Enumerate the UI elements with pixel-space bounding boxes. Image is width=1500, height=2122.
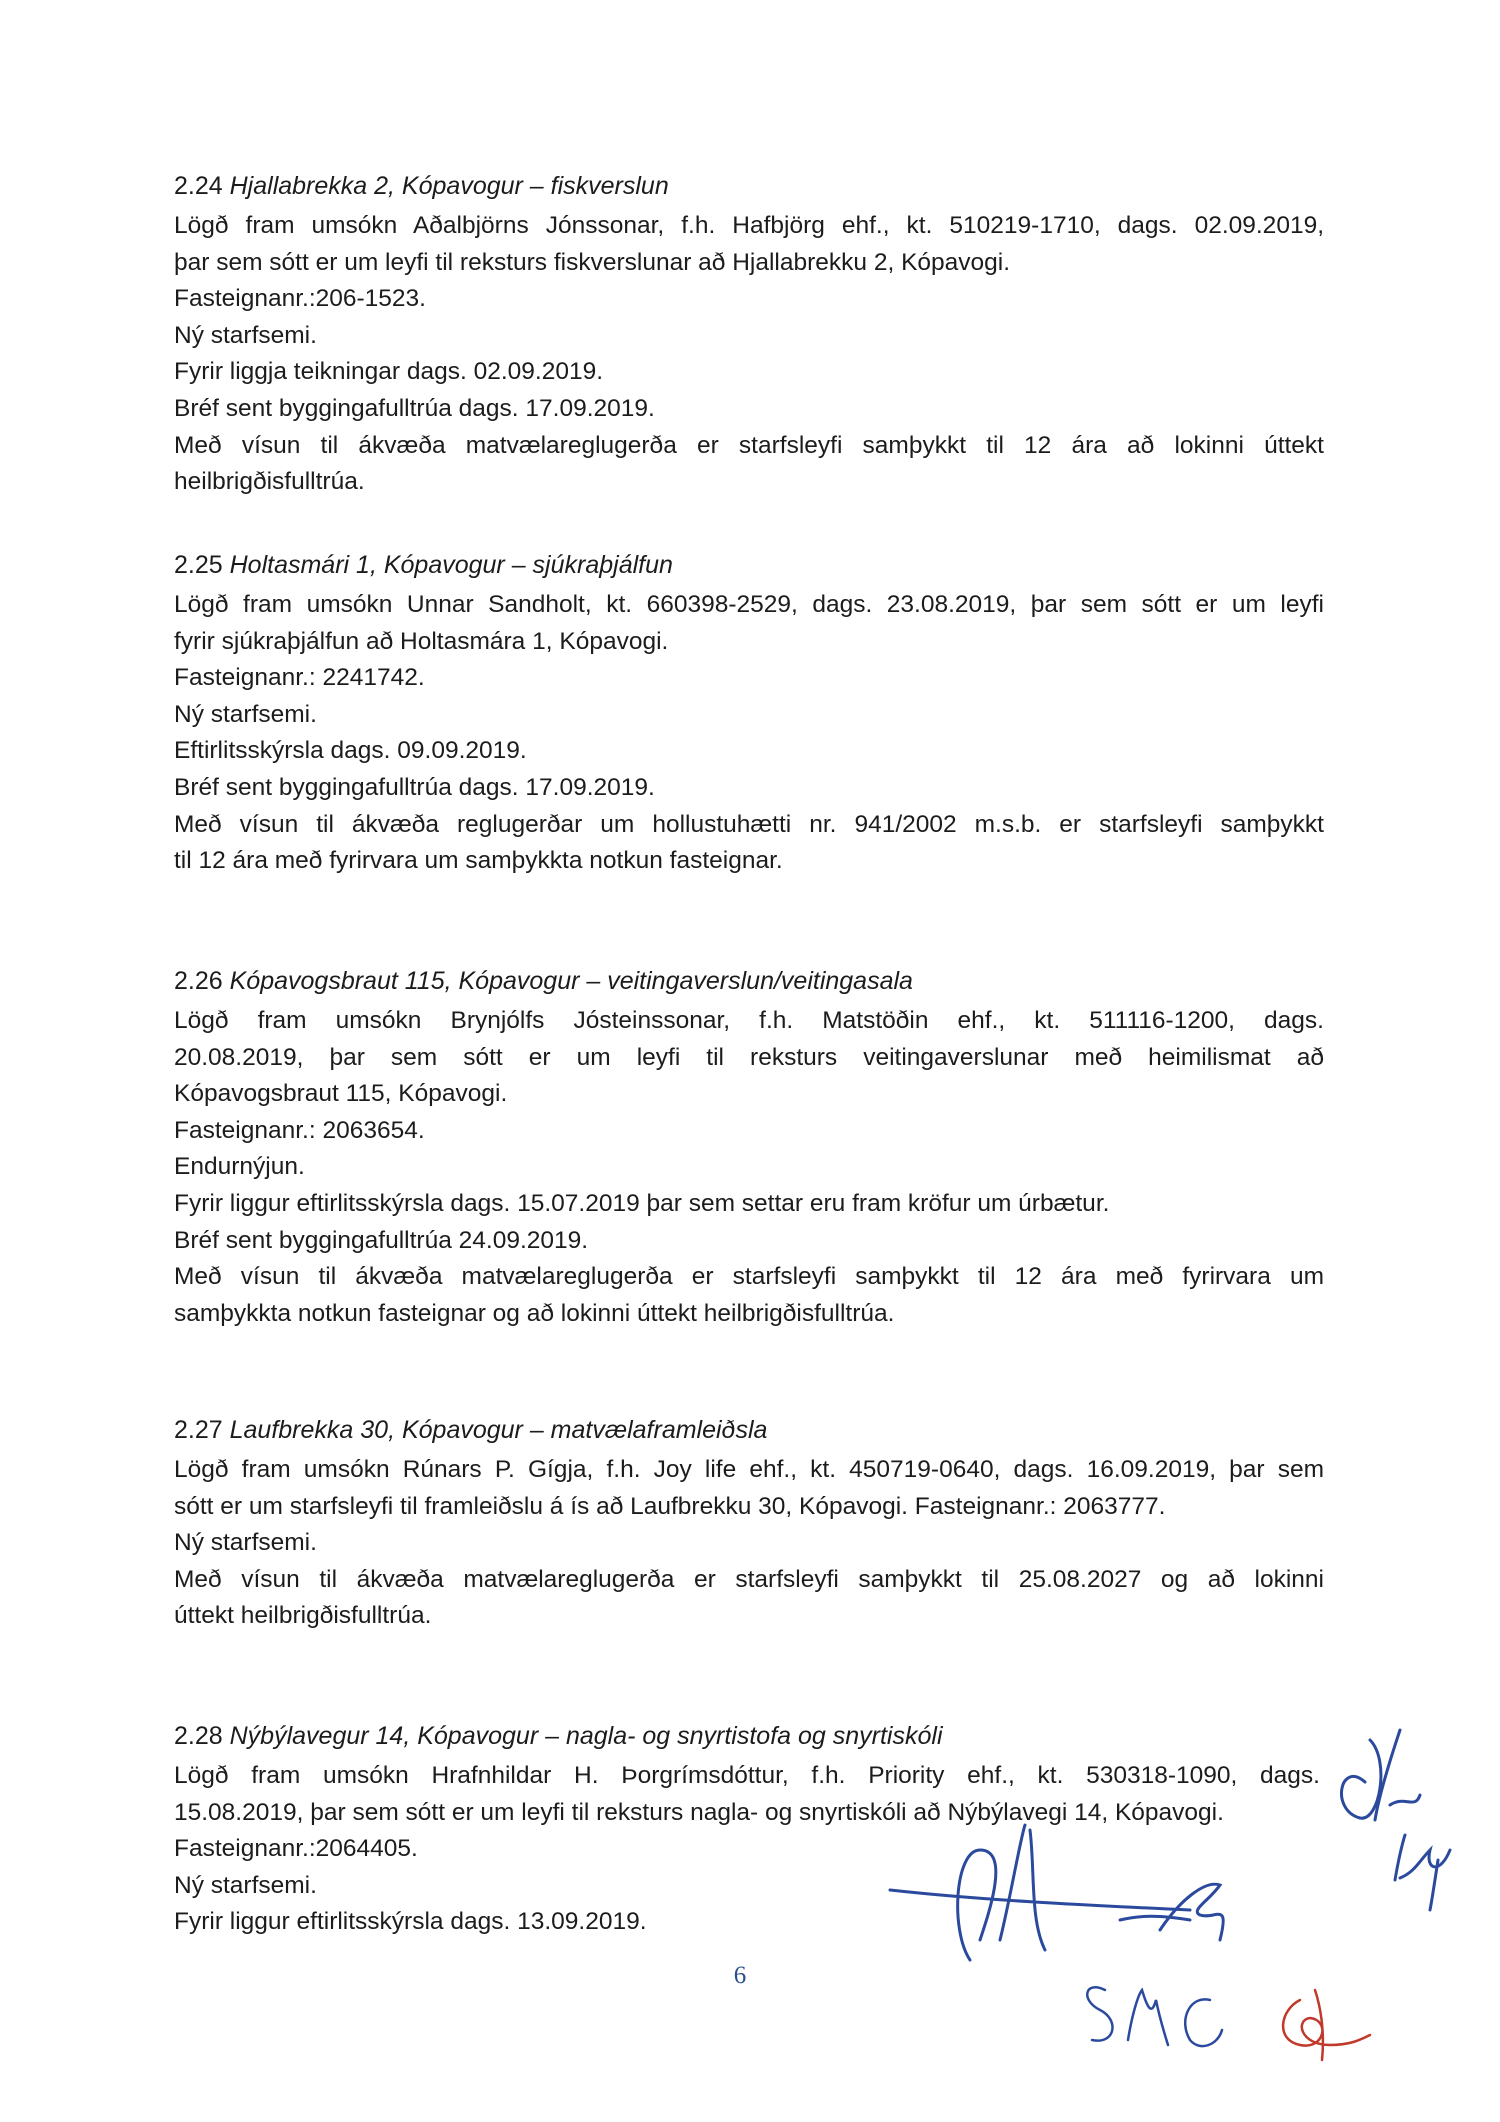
section-heading (174, 1412, 1324, 1448)
signatures (860, 1700, 1480, 2100)
section-2-26 (174, 963, 1324, 1332)
text-line: Bréf sent byggingafulltrúa dags. 17.09.2019. (174, 773, 655, 801)
text-line: Ný starfsemi. (174, 700, 317, 728)
text-line: Fyrir liggur eftirlitsskýrsla dags. 13.09.2019. (174, 1908, 647, 1936)
section-title: Hjallabrekka 2, Kópavogur – fiskverslun (229, 172, 669, 200)
section-number: 2.24 (174, 172, 223, 200)
text-line: þar sem sótt er um leyfi til reksturs fiskverslunar að Hjallabrekku 2, Kópavogi. (174, 248, 1011, 276)
text-line: Lögð fram umsókn Aðalbjörns Jónssonar, f.h. Hafbjörg ehf., kt. 510219-1710, dags. 02.09.2019, (174, 212, 1324, 239)
text-line: Ný starfsemi. (174, 1529, 317, 1557)
text-line: Fyrir liggur eftirlitsskýrsla dags. 15.07.2019 þar sem settar eru fram kröfur um úrbætur. (174, 1189, 1110, 1217)
section-heading (174, 168, 1324, 204)
signature-smg (1087, 1987, 1222, 2046)
signature-secondary (1120, 1884, 1223, 1940)
text-line: 20.08.2019, þar sem sótt er um leyfi til reksturs veitingaverslunar með heimilismat að (174, 1043, 1324, 1071)
section-title: Kópavogsbraut 115, Kópavogur – veitingaverslun/veitingasala (229, 967, 913, 995)
section-heading (174, 547, 1324, 583)
text-line: heilbrigðisfulltrúa. (174, 468, 365, 496)
section-number: 2.28 (174, 1722, 223, 1750)
text-line: Eftirlitsskýrsla dags. 09.09.2019. (174, 737, 527, 765)
text-line: Lögð fram umsókn Unnar Sandholt, kt. 660398-2529, dags. 23.08.2019, þar sem sótt er um leyfi (174, 591, 1324, 618)
text-line: til 12 ára með fyrirvara um samþykkta notkun fasteignar. (174, 847, 783, 875)
text-line: Fasteignanr.:2064405. (174, 1835, 418, 1863)
section-2-24 (174, 168, 1324, 501)
text-line: Fasteignanr.:206-1523. (174, 285, 426, 313)
text-line: Ný starfsemi. (174, 1871, 317, 1899)
text-line: Bréf sent byggingafulltrúa dags. 17.09.2019. (174, 394, 655, 422)
text-line: Með vísun til ákvæða reglugerðar um hollustuhætti nr. 941/2002 m.s.b. er starfsleyfi samþykkt (174, 810, 1324, 838)
signature-initials-2 (1395, 1835, 1450, 1910)
text-line: Lögð fram umsókn Hrafnhildar H. Þorgrímsdóttur, f.h. Priority ehf., kt. 530318-1090, dags. (174, 1762, 1320, 1789)
text-line: fyrir sjúkraþjálfun að Holtasmára 1, Kópavogi. (174, 627, 669, 655)
section-heading (174, 963, 1324, 999)
text-line: Fasteignanr.: 2063654. (174, 1116, 425, 1144)
signature-main (890, 1825, 1190, 1960)
section-2-27 (174, 1412, 1324, 1635)
text-line: úttekt heilbrigðisfulltrúa. (174, 1602, 432, 1630)
signature-red (1283, 1990, 1370, 2060)
text-line: samþykkta notkun fasteignar og að lokinni úttekt heilbrigðisfulltrúa. (174, 1299, 895, 1327)
section-number: 2.26 (174, 967, 223, 995)
section-number: 2.27 (174, 1416, 223, 1444)
section-2-25 (174, 547, 1324, 880)
text-line: Endurnýjun. (174, 1153, 305, 1181)
section-title: Holtasmári 1, Kópavogur – sjúkraþjálfun (229, 551, 673, 579)
text-line: Fasteignanr.: 2241742. (174, 664, 425, 692)
text-line: sótt er um starfsleyfi til framleiðslu á ís að Laufbrekku 30, Kópavogi. Fasteignanr.: 2063777. (174, 1492, 1166, 1520)
text-line: Fyrir liggja teikningar dags. 02.09.2019. (174, 358, 604, 386)
text-line: Með vísun til ákvæða matvælareglugerða er starfsleyfi samþykkt til 12 ára með fyrirvara um (174, 1263, 1324, 1291)
text-line: Með vísun til ákvæða matvælareglugerða er starfsleyfi samþykkt til 12 ára að lokinni úttekt (174, 431, 1324, 459)
page-number: 6 (733, 1962, 747, 1989)
section-title: Nýbýlavegur 14, Kópavogur – nagla- og snyrtistofa og snyrtiskóli (229, 1722, 943, 1750)
text-line: Lögð fram umsókn Brynjólfs Jósteinssonar, f.h. Matstöðin ehf., kt. 511116-1200, dags. (174, 1007, 1324, 1034)
section-number: 2.25 (174, 551, 223, 579)
section-title: Laufbrekka 30, Kópavogur – matvælaframleiðsla (229, 1416, 768, 1444)
text-line: Lögð fram umsókn Rúnars P. Gígja, f.h. Joy life ehf., kt. 450719-0640, dags. 16.09.2019, þar sem (174, 1456, 1324, 1483)
text-line: 15.08.2019, þar sem sótt er um leyfi til reksturs nagla- og snyrtiskóli að Nýbýlavegi 14, Kópavogi. (174, 1798, 1224, 1826)
text-line: Kópavogsbraut 115, Kópavogi. (174, 1080, 508, 1108)
text-line: Bréf sent byggingafulltrúa 24.09.2019. (174, 1226, 589, 1254)
signature-initials-1 (1341, 1730, 1420, 1820)
text-line: Ný starfsemi. (174, 321, 317, 349)
text-line: Með vísun til ákvæða matvælareglugerða er starfsleyfi samþykkt til 25.08.2027 og að lokinni (174, 1565, 1324, 1593)
